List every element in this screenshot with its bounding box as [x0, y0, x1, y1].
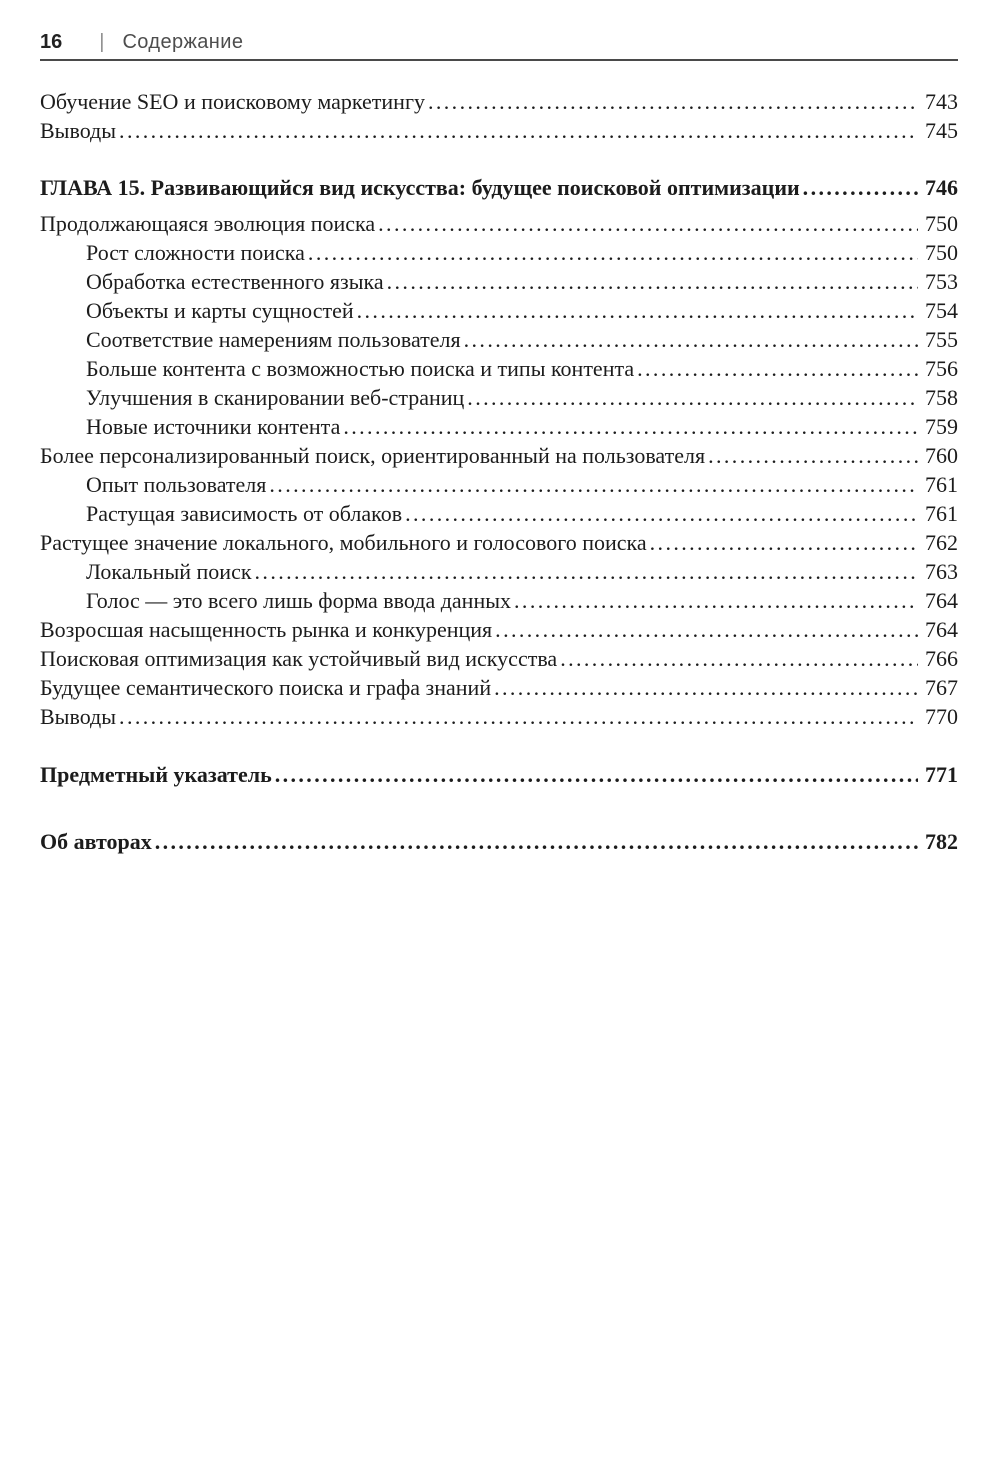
toc-page-number: 759 [925, 414, 958, 439]
toc-entry [40, 173, 958, 202]
toc-page-number: 750 [925, 211, 958, 236]
toc-page-number: 746 [925, 175, 958, 200]
toc-page-number: 761 [925, 501, 958, 526]
toc-page-number: 745 [925, 118, 958, 143]
leader-dots [119, 702, 918, 731]
leader-dots [308, 238, 918, 267]
toc-entry-label: Более персонализированный поиск, ориентированный на пользователя [40, 443, 706, 468]
leader-dots [650, 528, 918, 557]
leader-dots [495, 615, 918, 644]
toc-page-number: 771 [925, 762, 958, 787]
page-header [40, 0, 958, 54]
toc-entry [40, 644, 958, 673]
toc-page-number: 755 [925, 327, 958, 352]
toc-page-number: 743 [925, 89, 958, 114]
toc-entry [40, 267, 958, 296]
toc-entry-label: Продолжающаяся эволюция поиска [40, 211, 376, 236]
toc-entry-label: ГЛАВА 15. Развивающийся вид искусства: будущее поисковой оптимизации [40, 175, 800, 200]
toc-entry-label: Соответствие намерениям пользователя [86, 327, 461, 352]
leader-dots [637, 354, 918, 383]
toc-entry [40, 557, 958, 586]
toc-entry [40, 528, 958, 557]
toc-entry [40, 116, 958, 145]
header-rule [40, 59, 958, 61]
header-divider: | [99, 31, 105, 53]
leader-dots [155, 827, 918, 856]
toc-entry-label: Голос — это всего лишь форма ввода данных [86, 588, 512, 613]
toc-entry-label: Улучшения в сканировании веб-страниц [86, 385, 465, 410]
toc-entry-label: Будущее семантического поиска и графа знаний [40, 675, 492, 700]
toc-page-number: 764 [925, 617, 958, 642]
toc-entry-label: Обработка естественного языка [86, 269, 384, 294]
toc-entry-label: Локальный поиск [86, 559, 252, 584]
toc-entry [40, 499, 958, 528]
header-section-title: Содержание [122, 31, 244, 53]
leader-dots [464, 325, 918, 354]
toc-entry-label: Выводы [40, 118, 117, 143]
toc-entry [40, 441, 958, 470]
leader-dots [514, 586, 918, 615]
toc-entry [40, 296, 958, 325]
toc-entry-label: Предметный указатель [40, 762, 272, 787]
toc-page-number: 767 [925, 675, 958, 700]
toc-entry [40, 827, 958, 856]
toc-entry [40, 673, 958, 702]
toc-entry [40, 702, 958, 731]
leader-dots [494, 673, 918, 702]
leader-dots [269, 470, 918, 499]
toc-page-number: 762 [925, 530, 958, 555]
toc-page-number: 763 [925, 559, 958, 584]
leader-dots [378, 209, 918, 238]
toc-page-number: 782 [925, 829, 958, 854]
toc-page-number: 766 [925, 646, 958, 671]
toc-page-number: 750 [925, 240, 958, 265]
toc-entry-label: Выводы [40, 704, 117, 729]
leader-dots [428, 87, 918, 116]
toc-entry-label: Обучение SEO и поисковому маркетингу [40, 89, 425, 114]
leader-dots [255, 557, 918, 586]
toc-entry-label: Рост сложности поиска [86, 240, 305, 265]
leader-dots [803, 173, 918, 202]
toc-page-number: 758 [925, 385, 958, 410]
toc-page-number: 761 [925, 472, 958, 497]
toc-page-number: 764 [925, 588, 958, 613]
leader-dots [708, 441, 918, 470]
leader-dots [275, 760, 918, 789]
toc-entry [40, 238, 958, 267]
toc-entry-label: Растущая зависимость от облаков [86, 501, 403, 526]
toc-page-number: 753 [925, 269, 958, 294]
toc-page-number: 760 [925, 443, 958, 468]
toc-entry-label: Растущее значение локального, мобильного и голосового поиска [40, 530, 647, 555]
toc-page-number: 756 [925, 356, 958, 381]
header-page-number: 16 [40, 31, 63, 53]
toc-entry [40, 470, 958, 499]
toc-entry-label: Об авторах [40, 829, 152, 854]
toc-entry [40, 325, 958, 354]
toc-page-number: 770 [925, 704, 958, 729]
toc-entry-label: Возросшая насыщенность рынка и конкуренция [40, 617, 493, 642]
toc-entry [40, 87, 958, 116]
toc-entry [40, 209, 958, 238]
toc-entry [40, 615, 958, 644]
leader-dots [467, 383, 918, 412]
toc-entry [40, 412, 958, 441]
toc-entry-label: Поисковая оптимизация как устойчивый вид искусства [40, 646, 558, 671]
toc-list [40, 87, 958, 856]
toc-entry [40, 354, 958, 383]
leader-dots [387, 267, 918, 296]
toc-entry-label: Опыт пользователя [86, 472, 267, 497]
leader-dots [343, 412, 918, 441]
toc-entry-label: Объекты и карты сущностей [86, 298, 354, 323]
leader-dots [119, 116, 918, 145]
leader-dots [405, 499, 918, 528]
toc-entry-label: Больше контента с возможностью поиска и типы контента [86, 356, 635, 381]
toc-entry [40, 760, 958, 789]
toc-page-number: 754 [925, 298, 958, 323]
leader-dots [560, 644, 918, 673]
leader-dots [357, 296, 918, 325]
toc-entry-label: Новые источники контента [86, 414, 341, 439]
toc-entry [40, 383, 958, 412]
toc-entry [40, 586, 958, 615]
